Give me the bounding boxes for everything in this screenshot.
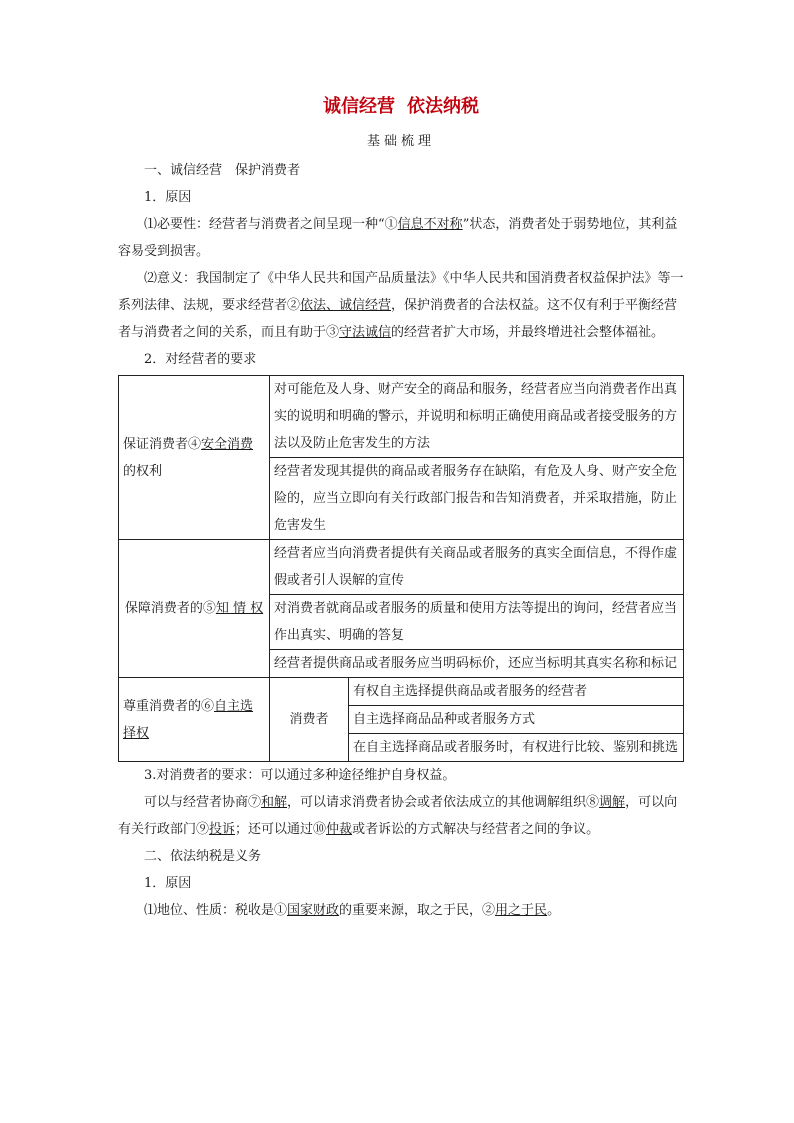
- text-span: ⑵意义：我国制定了《中华人民共和国产品质量法》《中华人民共和国消费者权益保护法》等一系列法律、法规，要求经营者②: [118, 271, 684, 313]
- table-row-header: [119, 678, 270, 762]
- answer-blank: 调解: [599, 795, 626, 810]
- section-heading-1: 一、诚信经营 保护消费者: [144, 163, 301, 178]
- text-span: ⑴必要性：经营者与消费者之间呈现一种“: [144, 217, 385, 232]
- paragraph-tax-status: [118, 897, 684, 924]
- item-heading-reason-2: 1．原因: [144, 876, 192, 891]
- page-title: [118, 92, 684, 122]
- table-cell: 有权自主选择提供商品或者服务的经营者: [349, 678, 684, 706]
- table-cell: 自主选择商品品种或者服务方式: [349, 706, 684, 734]
- item-heading-requirements: 2．对经营者的要求: [144, 352, 257, 367]
- text-span: ”状态，消费者处于弱势地位，其利益容易受到损害。: [118, 217, 678, 259]
- answer-blank: 知 情 权: [215, 601, 264, 616]
- text-span: ；还可以通过⑩: [235, 822, 327, 837]
- section-heading-2: 二、依法纳税是义务: [144, 849, 262, 864]
- table-row: [119, 376, 684, 458]
- answer-blank: 用之于民: [495, 903, 548, 918]
- table-row-header: [119, 540, 270, 678]
- document-page: [118, 92, 684, 924]
- table-cell: 经营者应当向消费者提供有关商品或者服务的真实全面信息，不得作虚假或者引人误解的宣传: [270, 540, 684, 595]
- table-row: [119, 678, 684, 706]
- text-span: 的经营者扩大市场，并最终增进社会整体福祉。: [391, 325, 665, 340]
- text-span: 可以与经营者协商⑦: [144, 795, 262, 810]
- text-span: ，保护消费者的合法权益。这不仅有利于平衡经营者与消费者之间的关系，而且有助于③: [118, 298, 678, 340]
- answer-blank: 和解: [261, 795, 288, 810]
- table-row: [119, 540, 684, 595]
- table-cell: 经营者发现其提供的商品或者服务存在缺陷，有危及人身、财产安全危险的，应当立即向有关行政部门报告和告知消费者，并采取措施，防止危害发生: [270, 458, 684, 540]
- answer-blank: 信息不对称: [397, 217, 463, 232]
- answer-blank: 安全消费: [201, 436, 254, 452]
- table-row-header: [119, 376, 270, 540]
- table-cell: 在自主选择商品或者服务时，有权进行比较、鉴别和挑选: [349, 734, 684, 762]
- answer-blank: 依法、诚信经营: [300, 298, 392, 313]
- text-span: ⑴地位、性质：税收是①: [144, 903, 288, 918]
- title-part-1: 诚信经营: [323, 96, 395, 117]
- text-span: ，可以请求消费者协会或者依法成立的其他调解组织⑧: [287, 795, 600, 810]
- table-cell-consumer: 消费者: [270, 678, 349, 762]
- text-span: ，可以向有关行政部门⑨: [118, 795, 678, 837]
- section-subtitle: 基础梳理: [366, 134, 435, 149]
- item-heading-consumer-requirements: 3.对消费者的要求：可以通过多种途径维护自身权益。: [144, 768, 456, 783]
- answer-blank: 仲裁: [326, 822, 353, 837]
- text-span: 保证消费者④: [123, 436, 202, 452]
- text-span: 。: [547, 903, 561, 918]
- text-span: 保障消费者的⑤: [124, 601, 216, 616]
- operator-requirements-table: [118, 375, 684, 762]
- text-span: 或者诉讼的方式解决与经营者之间的争议。: [352, 822, 600, 837]
- table-cell: 对消费者就商品或者服务的质量和使用方法等提出的询问，经营者应当作出真实、明确的答复: [270, 595, 684, 650]
- paragraph-dispute-resolution: [118, 789, 684, 843]
- text-span: 尊重消费者的⑥: [123, 698, 215, 714]
- answer-blank: 自主选择权: [123, 698, 254, 741]
- paragraph-significance: [118, 265, 684, 346]
- title-part-2: 依法纳税: [407, 96, 479, 117]
- text-span: 的重要来源，取之于民，②: [339, 903, 496, 918]
- paragraph-necessity: [118, 211, 684, 265]
- table-cell: 对可能危及人身、财产安全的商品和服务，经营者应当向消费者作出真实的说明和明确的警示，并说明和标明正确使用商品或者接受服务的方法以及防止危害发生的方法: [270, 376, 684, 458]
- text-span: 的权利: [123, 463, 163, 479]
- circled-number: ①: [384, 217, 398, 232]
- table-cell: 经营者提供商品或者服务应当明码标价，还应当标明其真实名称和标记: [270, 650, 684, 678]
- answer-blank: 国家财政: [287, 903, 340, 918]
- answer-blank: 守法诚信: [339, 325, 392, 340]
- item-heading-reason: 1．原因: [144, 190, 192, 205]
- answer-blank: 投诉: [209, 822, 236, 837]
